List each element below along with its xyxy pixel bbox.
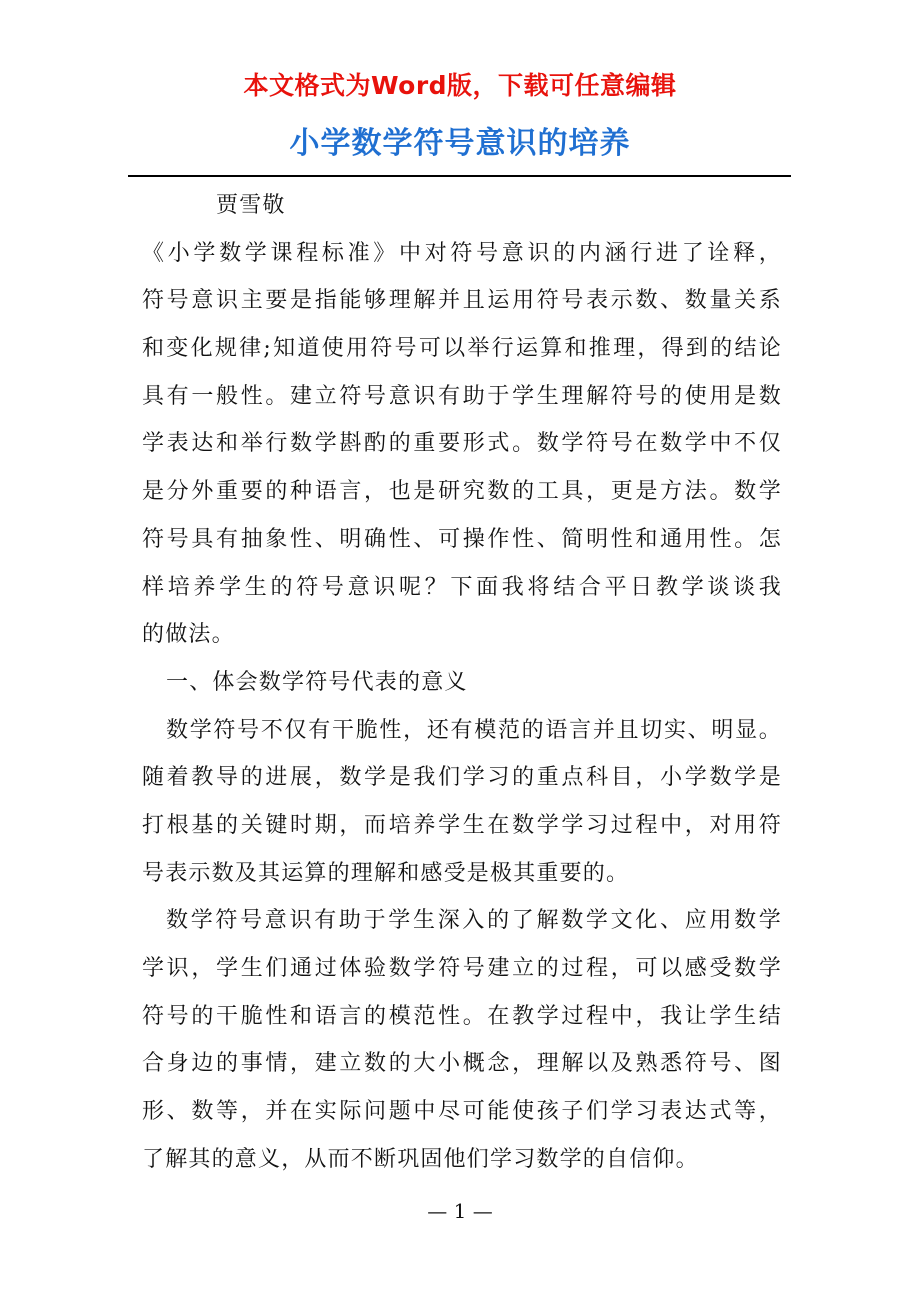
paragraph-line: 打根基的关键时期，而培养学生在数学学习过程中，对用符 [142, 812, 782, 838]
paragraph-line: 号表示数及其运算的理解和感受是极其重要的。 [142, 860, 630, 886]
page-number: — 1 — [427, 1199, 493, 1223]
paragraph-line: 是分外重要的种语言，也是研究数的工具，更是方法。数学 [142, 479, 782, 505]
paragraph-line: 《小学数学课程标准》中对符号意识的内涵行进了诠释， [142, 240, 782, 266]
paragraph-line: 和变化规律;知道使用符号可以举行运算和推理，得到的结论 [142, 336, 782, 362]
paragraph-line: 的做法。 [142, 622, 235, 648]
title-divider [128, 175, 791, 177]
author-name: 贾雪敬 [216, 193, 286, 218]
paragraph-line: 符号意识主要是指能够理解并且运用符号表示数、数量关系 [142, 288, 782, 314]
paragraph-line: 符号具有抽象性、明确性、可操作性、简明性和通用性。怎 [142, 526, 782, 552]
paragraph-line: 符号的干脆性和语言的模范性。在教学过程中，我让学生结 [142, 1003, 782, 1029]
paragraph-line: 具有一般性。建立符号意识有助于学生理解符号的使用是数 [142, 383, 782, 409]
paragraph-line: 样培养学生的符号意识呢？下面我将结合平日教学谈谈我 [142, 574, 782, 600]
document-title: 小学数学符号意识的培养 [289, 126, 631, 161]
section-heading: 一、体会数学符号代表的意义 [166, 669, 468, 695]
document-body [142, 182, 782, 1183]
format-notice-banner: 本文格式为Word版，下载可任意编辑 [243, 71, 677, 100]
paragraph-line: 形、数等，并在实际问题中尽可能使孩子们学习表达式等， [142, 1099, 782, 1125]
paragraph-line: 学识，学生们通过体验数学符号建立的过程，可以感受数学 [142, 956, 782, 981]
paragraph-line: 了解其的意义，从而不断巩固他们学习数学的自信仰。 [142, 1146, 699, 1172]
paragraph-line: 学表达和举行数学斟酌的重要形式。数学符号在数学中不仅 [142, 431, 782, 457]
paragraph-line: 数学符号意识有助于学生深入的了解数学文化、应用数学 [166, 908, 782, 934]
paragraph-line: 随着教导的进展，数学是我们学习的重点科目，小学数学是 [142, 765, 782, 791]
paragraph-line: 数学符号不仅有干脆性，还有模范的语言并且切实、明显。 [166, 717, 782, 743]
paragraph-line: 合身边的事情，建立数的大小概念，理解以及熟悉符号、图 [142, 1051, 782, 1077]
